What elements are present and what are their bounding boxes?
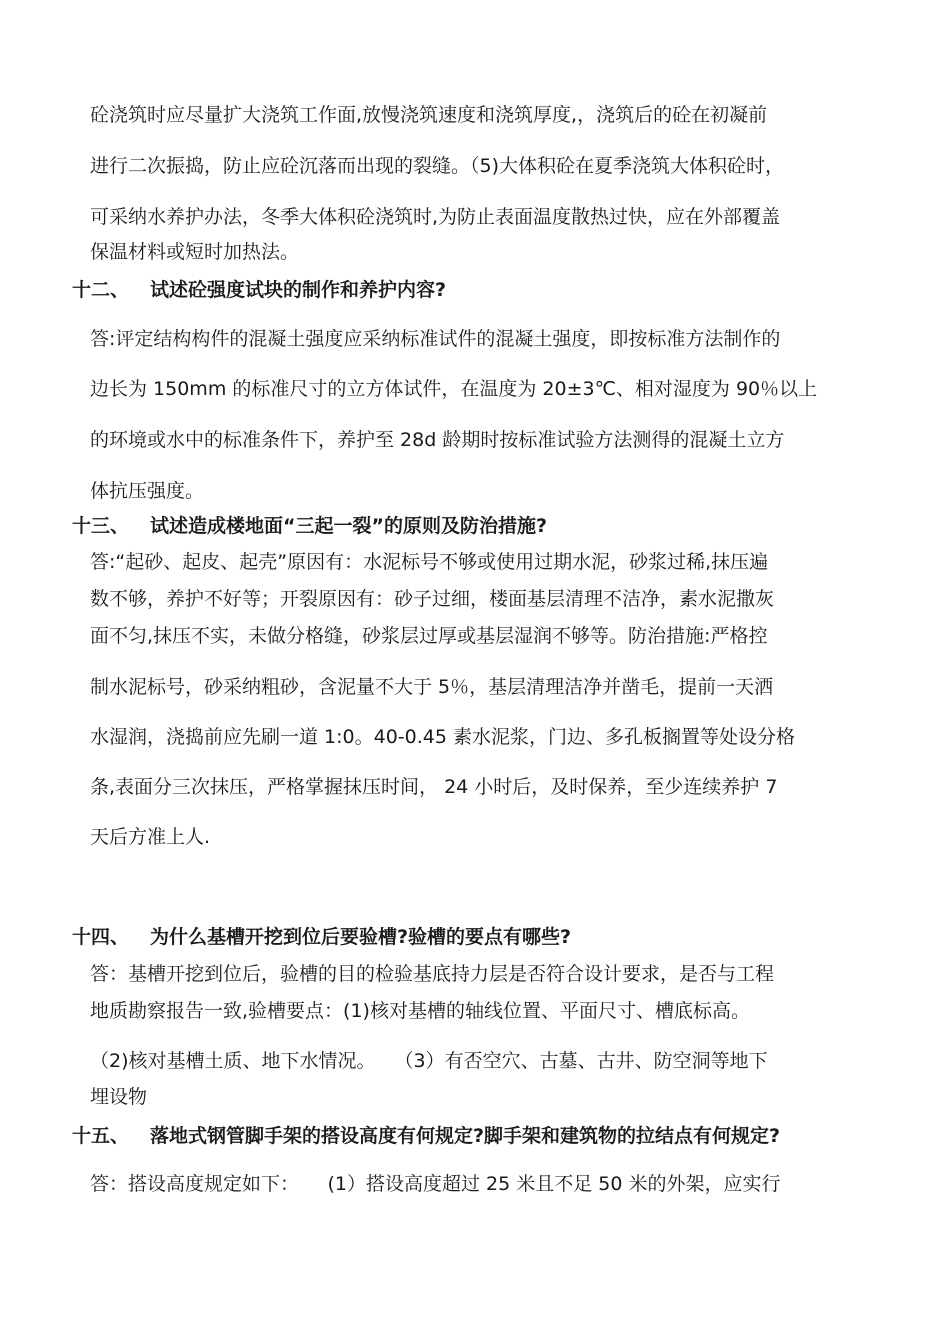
paragraph-line: 进行二次振捣，防止应砼沉落而出现的裂缝。（5)大体积砼在夏季浇筑大体积砼时， (90, 155, 785, 177)
paragraph-line: 数不够，养护不好等；开裂原因有：砂子过细，楼面基层清理不洁净，素水泥撒灰 (90, 588, 775, 610)
paragraph-line: 体抗压强度。 (90, 480, 205, 502)
section-number: 十四、 (72, 926, 130, 948)
paragraph-line: 地质勘察报告一致,验槽要点：(1)核对基槽的轴线位置、平面尺寸、槽底标高。 (90, 1000, 750, 1022)
paragraph-line: 答:评定结构构件的混凝土强度应采纳标准试件的混凝土强度，即按标准方法制作的 (90, 328, 781, 350)
section-heading (72, 275, 446, 302)
paragraph-line: 可采纳水养护办法，冬季大体积砼浇筑时,为防止表面温度散热过快，应在外部覆盖 (90, 206, 781, 228)
section-number: 十三、 (72, 515, 130, 537)
paragraph-line: 面不匀,抹压不实，未做分格缝，砂浆层过厚或基层湿润不够等。防治措施:严格控 (90, 625, 768, 647)
paragraph-line: 制水泥标号，砂采纳粗砂，含泥量不大于 5％，基层清理洁净并凿毛，提前一天洒 (90, 676, 774, 698)
section-number: 十五、 (72, 1125, 130, 1147)
paragraph-line: 答:“起砂、起皮、起壳”原因有：水泥标号不够或使用过期水泥，砂浆过稀,抹压遍 (90, 551, 769, 573)
paragraph-line: 条,表面分三次抹压，严格掌握抹压时间， 24 小时后，及时保养，至少连续养护 7 (90, 776, 778, 798)
paragraph-line: 边长为 150mm 的标准尺寸的立方体试件，在温度为 20±3℃、相对湿度为 90％以上 (90, 378, 818, 400)
section-number: 十二、 (72, 279, 130, 301)
paragraph-line: 保温材料或短时加热法。 (90, 241, 300, 263)
paragraph-line: （2)核对基槽土质、地下水情况。 （3）有否空穴、古墓、古井、防空洞等地下 (90, 1050, 768, 1072)
paragraph-line: 天后方准上人. (90, 826, 211, 848)
section-title: 为什么基槽开挖到位后要验槽?验槽的要点有哪些? (150, 926, 572, 948)
paragraph-line: 答：搭设高度规定如下： (1）搭设高度超过 25 米且不足 50 米的外架，应实行 (90, 1173, 781, 1195)
section-heading (72, 511, 547, 538)
paragraph-line: 砼浇筑时应尽量扩大浇筑工作面,放慢浇筑速度和浇筑厚度,，浇筑后的砼在初凝前 (90, 104, 768, 126)
section-title: 试述砼强度试块的制作和养护内容? (150, 279, 447, 301)
section-title: 试述造成楼地面“三起一裂”的原则及防治措施? (150, 515, 547, 537)
section-title: 落地式钢管脚手架的搭设高度有何规定?脚手架和建筑物的拉结点有何规定? (150, 1125, 781, 1147)
paragraph-line: 水湿润，浇捣前应先刷一道 1:0。40-0.45 素水泥浆，门边、多孔板搁置等处设分格 (90, 726, 795, 748)
section-heading (72, 922, 571, 949)
paragraph-line: 埋设物 (90, 1086, 148, 1108)
paragraph-line: 答：基槽开挖到位后，验槽的目的检验基底持力层是否符合设计要求，是否与工程 (90, 963, 775, 985)
paragraph-line: 的环境或水中的标准条件下，养护至 28d 龄期时按标准试验方法测得的混凝土立方 (90, 429, 785, 451)
section-heading (72, 1121, 780, 1148)
